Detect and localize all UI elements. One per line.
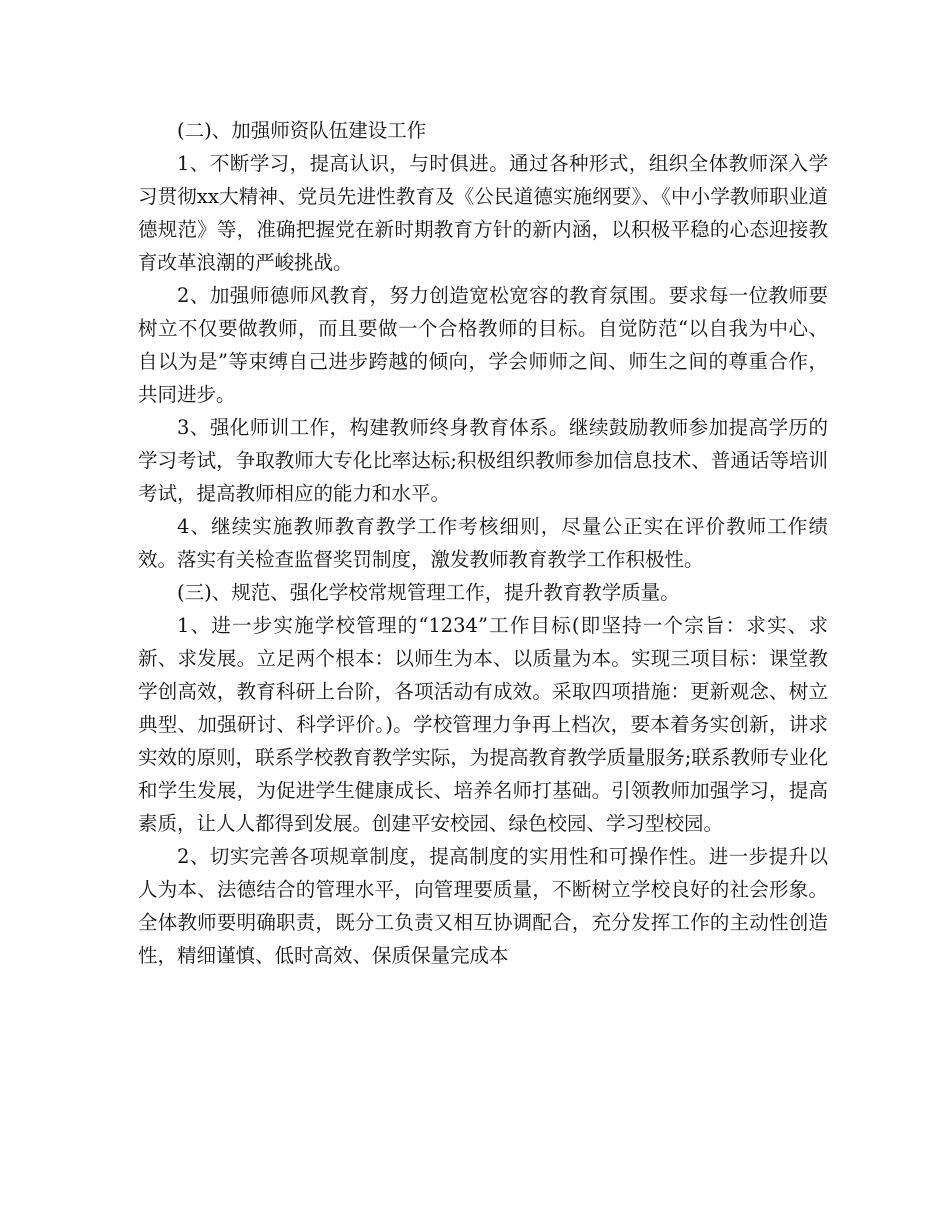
paragraph: 2、加强师德师风教育，努力创造宽松宽容的教育氛围。要求每一位教师要树立不仅要做教师，而且要做一个合格教师的目标。自觉防范“以自我为中心、自以为是”等束缚自己进步跨越的倾向，学会师师之间、师生之间的尊重合作，共同进步。 xyxy=(138,284,828,406)
section-heading-2: (二)、加强师资队伍建设工作 xyxy=(177,119,427,142)
paragraph: 1、不断学习，提高认识，与时俱进。通过各种形式，组织全体教师深入学习贯彻xx大精神、党员先进性教育及《公民道德实施纲要》、《中小学教师职业道德规范》等，准确把握党在新时期教育方针的新内涵，以积极平稳的心态迎接教育改革浪潮的严峻挑战。 xyxy=(138,152,828,274)
section-heading-3: (三)、规范、强化学校常规管理工作，提升教育教学质量。 xyxy=(177,581,680,604)
paragraph: 4、继续实施教师教育教学工作考核细则，尽量公正实在评价教师工作绩效。落实有关检查监督奖罚制度，激发教师教育教学工作积极性。 xyxy=(138,515,828,571)
paragraph: 1、进一步实施学校管理的“1234”工作目标(即坚持一个宗旨：求实、求新、求发展。立足两个根本：以师生为本、以质量为本。实现三项目标：课堂教学创高效，教育科研上台阶，各项活动有成效。采取四项措施：更新观念、树立典型、加强研讨、科学评价。)。学校管理力争再上档次，要本着务实创新，讲求实效的原则，联系学校教育教学实际，为提高教育教学质量服务;联系教师专业化和学生发展，为促进学生健康成长、培养名师打基础。引领教师加强学习，提高素质，让人人都得到发展。创建平安校园、绿色校园、学习型校园。 xyxy=(138,614,828,835)
paragraph: 2、切实完善各项规章制度，提高制度的实用性和可操作性。进一步提升以人为本、法德结合的管理水平，向管理要质量，不断树立学校良好的社会形象。全体教师要明确职责，既分工负责又相互协调配合，充分发挥工作的主动性创造性，精细谨慎、低时高效、保质保量完成本 xyxy=(138,845,828,967)
paragraph: 3、强化师训工作，构建教师终身教育体系。继续鼓励教师参加提高学历的学习考试，争取教师大专化比率达标;积极组织教师参加信息技术、普通话等培训考试，提高教师相应的能力和水平。 xyxy=(138,416,828,505)
document-body xyxy=(138,114,828,972)
